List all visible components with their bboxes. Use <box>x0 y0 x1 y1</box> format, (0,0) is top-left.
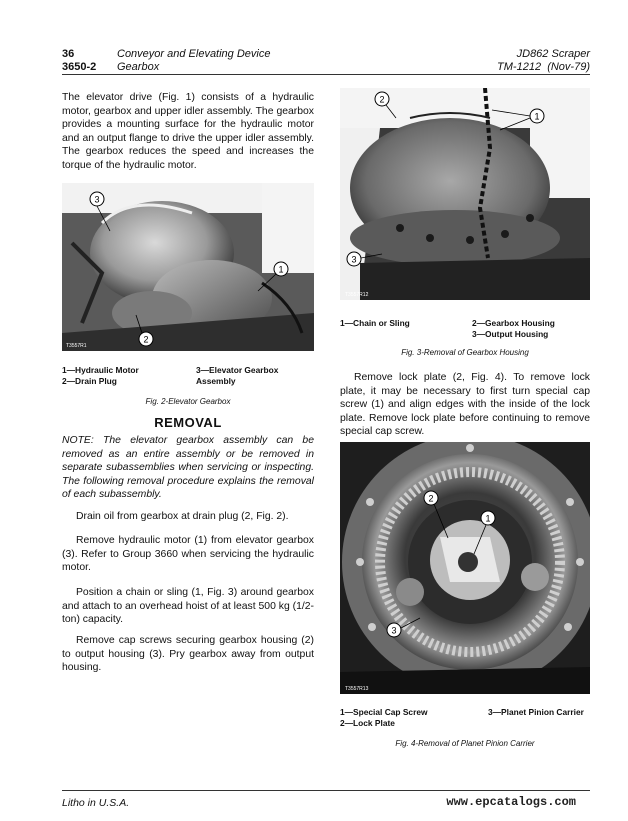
footer-rule <box>62 790 590 791</box>
fig2-callout-3: 3 <box>94 194 100 205</box>
fig2-legend-item-2: 2—Drain Plug <box>62 376 117 386</box>
intro-paragraph: The elevator drive (Fig. 1) consists of a hydraulic motor, gearbox and upper idler assembly. The gearbox provides a mounting surface for the hydraulic motor and an output flange to drive the upper idler assembly. The gearbox reduces the speed and increases the torque of the hydraulic motor. <box>62 92 314 171</box>
manual-id: TM-1212 <box>497 61 542 73</box>
manual-date: (Nov-79) <box>547 61 590 73</box>
fig4-photo-code: T3557R13 <box>345 686 369 692</box>
fig2-legend-item-1: 1—Hydraulic Motor <box>62 365 139 375</box>
fig4-legend-item-3: 3—Planet Pinion Carrier <box>488 707 584 717</box>
fig3-photo-code: T3557R12 <box>345 292 369 298</box>
fig3-photo <box>340 88 590 300</box>
fig3-legend-item-3: 3—Output Housing <box>472 329 549 339</box>
watermark: www.epcatalogs.com <box>446 795 576 809</box>
fig2-legend-left <box>62 365 182 387</box>
fig4-legend-left <box>340 707 470 729</box>
model-name: JD862 Scraper <box>516 48 590 60</box>
removal-step-1: Drain oil from gearbox at drain plug (2, Fig. 2). <box>76 511 289 522</box>
fig4-callout-1: 1 <box>485 513 491 524</box>
fig3-legend-right <box>472 318 590 340</box>
removal-heading: REMOVAL <box>154 415 222 430</box>
fig4-photo <box>340 442 590 694</box>
header-rule <box>62 74 590 75</box>
fig3-legend-item-1: 1—Chain or Sling <box>340 318 410 328</box>
fig3-callout-2: 2 <box>379 94 385 105</box>
fig2-callout-2: 2 <box>143 334 149 345</box>
fig4-callout-2: 2 <box>428 493 434 504</box>
fig2-gearbox-illustration <box>62 183 314 351</box>
fig3-legend-item-2: 2—Gearbox Housing <box>472 318 555 328</box>
fig3-callout-3: 3 <box>351 254 357 265</box>
manual-ref <box>497 60 590 74</box>
fig4-caption: Fig. 4-Removal of Planet Pinion Carrier <box>395 739 535 748</box>
removal-step-2: Remove hydraulic motor (1) from elevator gearbox (3). Refer to Group 3660 when servicing the hydraulic motor. <box>62 535 314 574</box>
removal-step-4: Remove cap screws securing gearbox housing (2) to output housing (3). Pry gearbox away from output housing. <box>62 635 314 674</box>
page-number: 36 <box>62 48 75 60</box>
removal-note: NOTE: The elevator gearbox assembly can be removed as an entire assembly or be removed in separate subassemblies when servicing or inspecting. The following removal procedure explains the removal of each subassembly. <box>62 435 314 501</box>
lock-plate-paragraph: Remove lock plate (2, Fig. 4). To remove lock plate, it may be necessary to first turn special cap screw (1) and align edges with the inside of the lock plate. Remove lock plate before continuing to remove special cap screw. <box>340 372 590 438</box>
chapter-title: Conveyor and Elevating Device <box>117 48 271 60</box>
fig4-legend-item-1: 1—Special Cap Screw <box>340 707 428 717</box>
fig3-callout-1: 1 <box>534 111 540 122</box>
fig4-carrier-illustration <box>340 442 590 694</box>
litho-note: Litho in U.S.A. <box>62 797 130 809</box>
fig2-caption: Fig. 2-Elevator Gearbox <box>145 397 231 406</box>
fig2-callout-1: 1 <box>278 264 284 275</box>
fig3-housing-illustration <box>340 88 590 300</box>
section-code: 3650-2 <box>62 61 97 73</box>
fig2-photo <box>62 183 314 351</box>
fig4-legend-item-2: 2—Lock Plate <box>340 718 395 728</box>
fig3-caption: Fig. 3-Removal of Gearbox Housing <box>401 348 529 357</box>
fig4-callout-3: 3 <box>391 625 397 636</box>
removal-step-3: Position a chain or sling (1, Fig. 3) around gearbox and attach to an overhead hoist of at least 500 kg (1/2-ton) capacity. <box>62 587 314 626</box>
fig2-photo-code: T3557R1 <box>66 343 87 349</box>
section-title: Gearbox <box>117 61 160 73</box>
fig2-legend-item-3: 3—Elevator Gearbox Assembly <box>196 365 279 386</box>
